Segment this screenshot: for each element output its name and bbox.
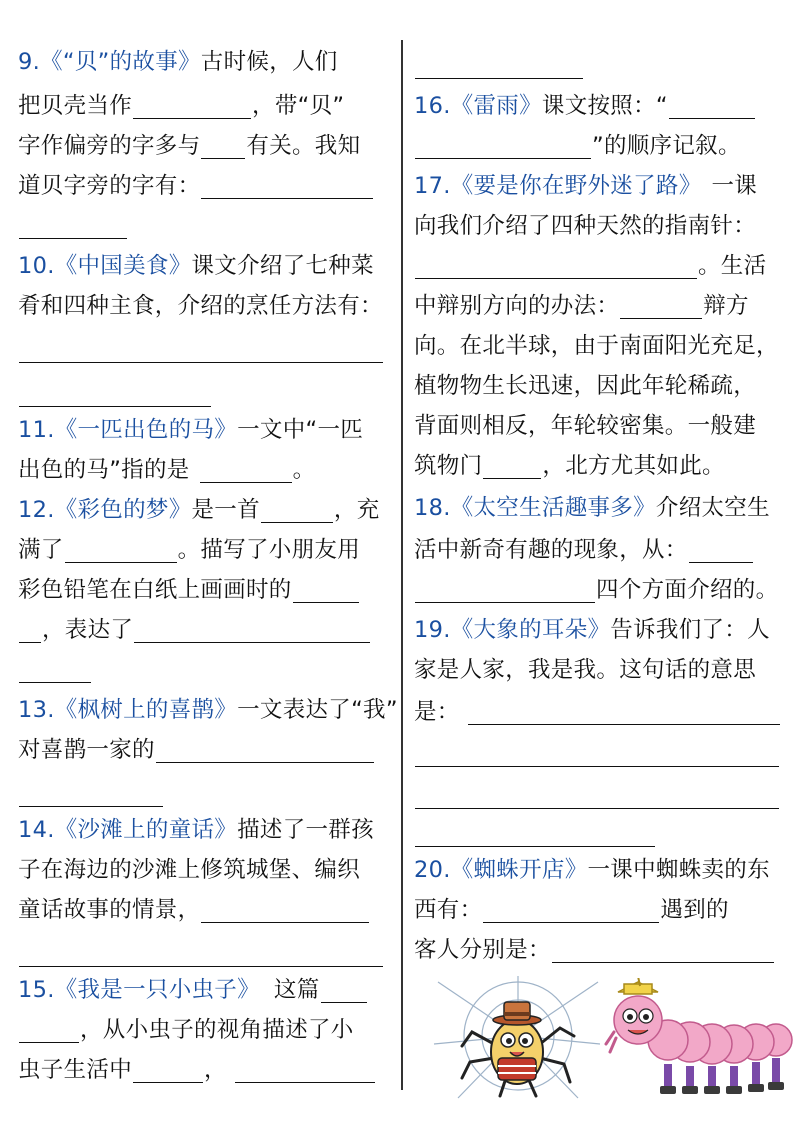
answer-blank[interactable] xyxy=(19,780,163,807)
q10-line2: 肴和四种主食，介绍的烹任方法有： xyxy=(18,293,383,319)
column-divider xyxy=(401,40,403,1090)
q20-line3: 客人分别是： xyxy=(414,928,775,972)
q19-line3: 是： xyxy=(414,690,781,734)
q20-line2: 西有： 遇到的 xyxy=(414,897,729,923)
q9-number: 9. xyxy=(18,49,41,75)
q19-line4 xyxy=(414,732,780,776)
answer-blank[interactable] xyxy=(415,740,779,767)
caterpillar-body xyxy=(606,978,792,1094)
answer-blank[interactable] xyxy=(133,92,251,119)
answer-blank[interactable] xyxy=(415,782,779,809)
q9-line4: 道贝字旁的字有： xyxy=(18,164,374,208)
answer-blank[interactable] xyxy=(415,820,655,847)
q15-number: 15. xyxy=(18,977,55,1003)
answer-blank[interactable] xyxy=(321,976,367,1003)
q19-title: 《大象的耳朵》 xyxy=(450,617,611,643)
q17-title: 《要是你在野外迷了路》 xyxy=(450,173,702,199)
answer-blank[interactable] xyxy=(201,172,373,199)
q17-line1: 17.《要是你在野外迷了路》 一课 xyxy=(414,173,758,199)
q15-line2: ，从小虫子的视角描述了小 xyxy=(18,1008,354,1052)
q20-title: 《蜘蛛开店》 xyxy=(450,857,588,883)
answer-blank[interactable] xyxy=(415,252,697,279)
q17-line5: 向。在北半球，由于南面阳光充足， xyxy=(414,333,779,359)
answer-blank[interactable] xyxy=(134,616,370,643)
q14-line1: 14.《沙滩上的童话》描述了一群孩 xyxy=(18,817,374,843)
q16-title: 《雷雨》 xyxy=(450,93,542,119)
q11-line1: 11.《一匹出色的马》一文中“一匹 xyxy=(18,417,364,443)
answer-blank[interactable] xyxy=(235,1056,375,1083)
spider-illustration xyxy=(428,974,606,1102)
q13-number: 13. xyxy=(18,697,55,723)
answer-blank[interactable] xyxy=(19,336,383,363)
q10-number: 10. xyxy=(18,253,55,279)
q19-number: 19. xyxy=(414,617,451,643)
q20-number: 20. xyxy=(414,857,451,883)
q15-line1: 15.《我是一只小虫子》 这篇 xyxy=(18,968,368,1012)
q9-line1: 9.《“贝”的故事》古时候，人们 xyxy=(18,49,338,75)
q20-line1: 20.《蜘蛛开店》一课中蜘蛛卖的东 xyxy=(414,857,770,883)
answer-blank[interactable] xyxy=(689,536,753,563)
q12-line5 xyxy=(18,648,92,692)
q19-line1: 19.《大象的耳朵》告诉我们了：人 xyxy=(414,617,770,643)
q16-line1: 16.《雷雨》课文按照：“ xyxy=(414,84,756,128)
q13-title: 《枫树上的喜鹊》 xyxy=(54,697,238,723)
q17-number: 17. xyxy=(414,173,451,199)
q11-number: 11. xyxy=(18,417,55,443)
q10-line3 xyxy=(18,328,384,372)
q13-line2: 对喜鹊一家的 xyxy=(18,728,375,772)
q17-line7: 背面则相反，年轮较密集。一般建 xyxy=(414,413,757,439)
answer-blank[interactable] xyxy=(415,132,591,159)
q12-line3: 彩色铅笔在白纸上画画时的 xyxy=(18,568,360,612)
q18-line2: 活中新奇有趣的现象，从： xyxy=(414,528,754,572)
answer-blank[interactable] xyxy=(65,536,177,563)
q11-title: 《一匹出色的马》 xyxy=(54,417,238,443)
q14-title: 《沙滩上的童话》 xyxy=(54,817,238,843)
spider-character xyxy=(462,1002,574,1096)
q19-line2: 家是人家，我是我。这句话的意思 xyxy=(414,657,757,683)
answer-blank[interactable] xyxy=(415,576,595,603)
q13-line1: 13.《枫树上的喜鹊》一文表达了“我” xyxy=(18,697,398,723)
q17-line8: 筑物门 ，北方尤其如此。 xyxy=(414,453,725,479)
q15-continued-line xyxy=(414,44,584,88)
answer-blank[interactable] xyxy=(468,698,780,725)
answer-blank[interactable] xyxy=(261,496,333,523)
q16-number: 16. xyxy=(414,93,451,119)
answer-blank[interactable] xyxy=(19,212,127,239)
answer-blank[interactable] xyxy=(552,936,774,963)
answer-blank[interactable] xyxy=(620,292,702,319)
answer-blank[interactable] xyxy=(200,456,292,483)
caterpillar-illustration xyxy=(604,978,794,1102)
q12-line1: 12.《彩色的梦》是一首 ，充 xyxy=(18,497,380,523)
q17-line2: 向我们介绍了四种天然的指南针： xyxy=(414,213,757,239)
q14-number: 14. xyxy=(18,817,55,843)
q11-line2: 出色的马”指的是 。 xyxy=(18,457,316,483)
answer-blank[interactable] xyxy=(293,576,359,603)
answer-blank[interactable] xyxy=(156,736,374,763)
answer-blank[interactable] xyxy=(483,452,541,479)
q17-line3: 。生活 xyxy=(414,244,766,288)
q16-line2: ”的顺序记叙。 xyxy=(414,124,741,168)
answer-blank[interactable] xyxy=(201,132,245,159)
answer-blank[interactable] xyxy=(133,1056,203,1083)
q18-line3: 四个方面介绍的。 xyxy=(414,568,778,612)
q18-line1: 18.《太空生活趣事多》介绍太空生 xyxy=(414,495,770,521)
q10-title: 《中国美食》 xyxy=(54,253,192,279)
q14-line2: 子在海边的沙滩上修筑城堡、编织 xyxy=(18,857,361,883)
q17-line6: 植物物生长迅速，因此年轮稀疏， xyxy=(414,373,757,399)
answer-blank[interactable] xyxy=(19,616,41,643)
q18-number: 18. xyxy=(414,495,451,521)
answer-blank[interactable] xyxy=(483,896,659,923)
q15-title: 《我是一只小虫子》 xyxy=(54,977,260,1003)
q12-title: 《彩色的梦》 xyxy=(54,497,192,523)
q10-line1: 10.《中国美食》课文介绍了七种菜 xyxy=(18,253,374,279)
q18-title: 《太空生活趣事多》 xyxy=(450,495,656,521)
q9-line5 xyxy=(18,204,128,248)
answer-blank[interactable] xyxy=(19,940,383,967)
answer-blank[interactable] xyxy=(19,1016,79,1043)
q15-line3: 虫子生活中 ， xyxy=(18,1048,376,1092)
q12-number: 12. xyxy=(18,497,55,523)
q9-line3: 字作偏旁的字多与 有关。我知 xyxy=(18,133,361,159)
answer-blank[interactable] xyxy=(415,52,583,79)
q12-line4: ，表达了 xyxy=(18,608,371,652)
q17-line4: 中辩别方向的办法： 辩方 xyxy=(414,293,749,319)
q9-title: 《“贝”的故事》 xyxy=(40,49,201,75)
q9-line2: 把贝壳当作 ，带“贝” xyxy=(18,93,345,119)
answer-blank[interactable] xyxy=(201,896,369,923)
answer-blank[interactable] xyxy=(669,92,755,119)
answer-blank[interactable] xyxy=(19,380,211,407)
answer-blank[interactable] xyxy=(19,656,91,683)
q14-line3: 童话故事的情景， xyxy=(18,888,370,932)
q12-line2: 满了 。描写了小朋友用 xyxy=(18,537,361,563)
